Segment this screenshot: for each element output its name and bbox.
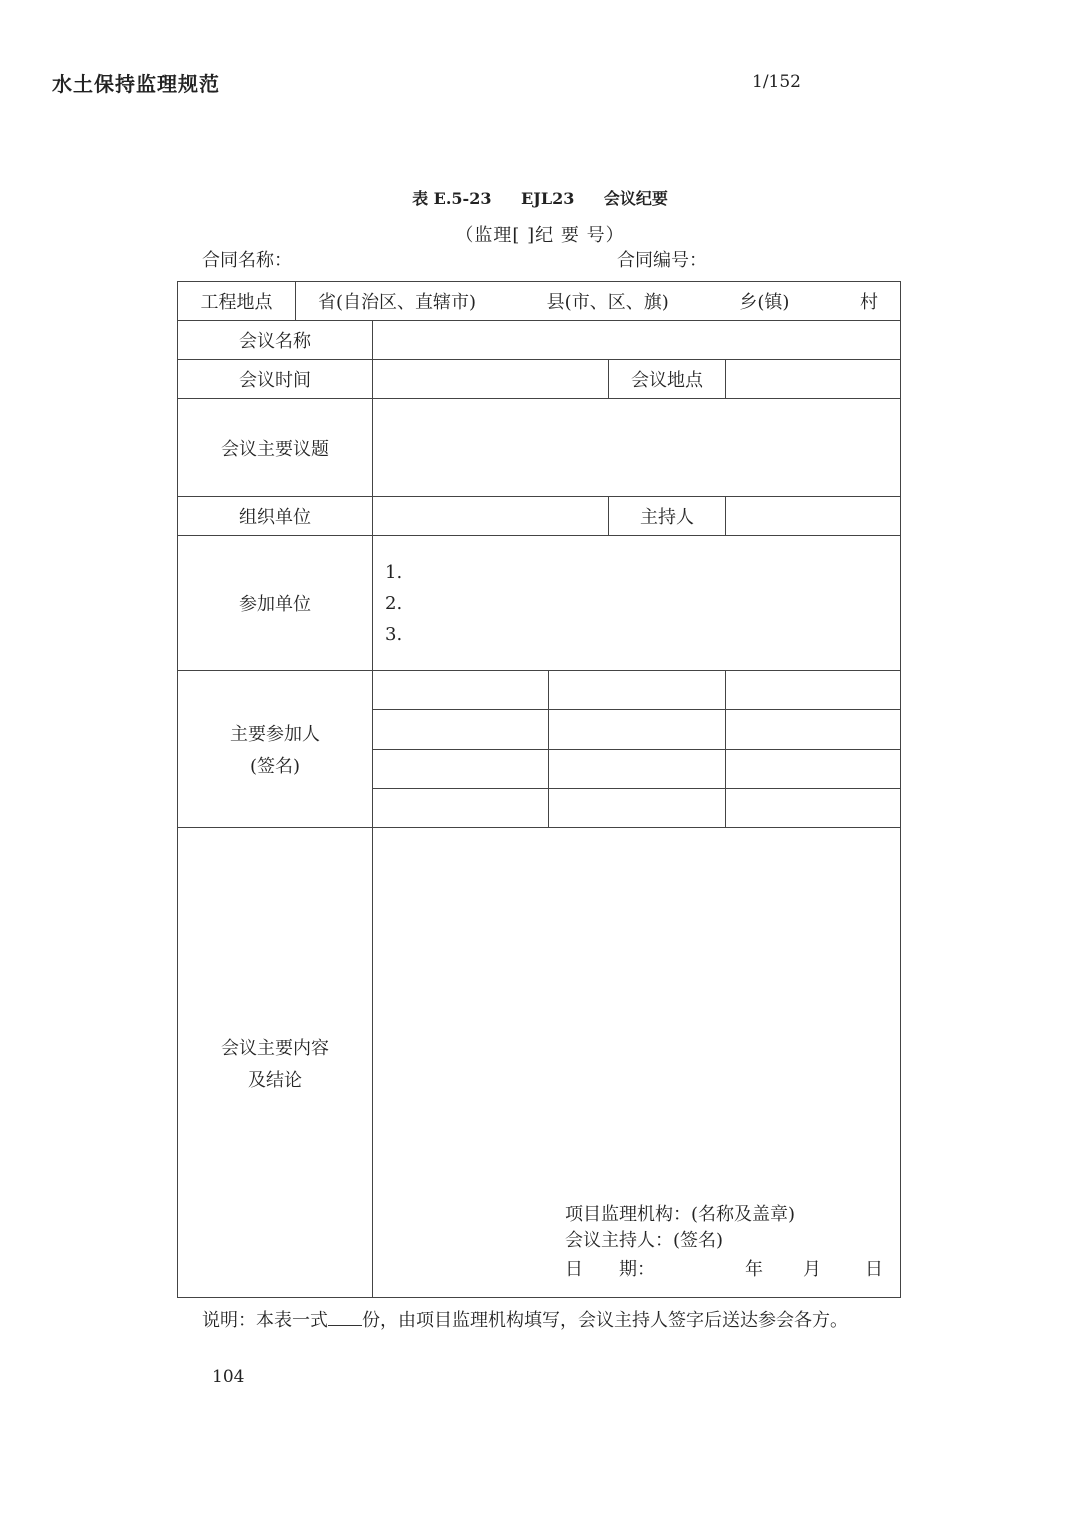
meeting-place-field[interactable] — [726, 360, 901, 399]
meeting-time-field[interactable] — [373, 360, 609, 399]
host-field[interactable] — [726, 497, 901, 536]
date-label: 日 期： — [565, 1259, 655, 1280]
location-village: 村 — [860, 292, 879, 313]
page-count: 1/152 — [752, 72, 801, 92]
table-code: 表 E.5-23 — [412, 189, 492, 208]
note-before: 说明：本表一式 — [202, 1310, 328, 1331]
topics-label: 会议主要议题 — [178, 399, 373, 497]
signature-cell[interactable] — [373, 750, 549, 789]
date-year: 年 — [745, 1259, 763, 1280]
topics-field[interactable] — [373, 399, 901, 497]
meeting-time-label: 会议时间 — [178, 360, 373, 399]
participant-item: 2. — [385, 592, 403, 614]
meeting-time-row — [178, 360, 901, 399]
signature-cell[interactable] — [549, 789, 726, 828]
meeting-host-sign: 会议主持人：(签名) — [565, 1230, 724, 1251]
participant-item: 3. — [385, 623, 403, 645]
organizer-row — [178, 497, 901, 536]
meeting-minutes-form — [177, 281, 901, 1298]
copies-blank[interactable] — [328, 1309, 362, 1326]
signature-cell[interactable] — [373, 789, 549, 828]
meeting-name-label: 会议名称 — [178, 321, 373, 360]
signature-cell[interactable] — [726, 710, 901, 750]
contract-name-label: 合同名称： — [202, 250, 292, 271]
participants-row — [178, 536, 901, 671]
location-county: 县(市、区、旗) — [546, 292, 669, 313]
note-after: 份，由项目监理机构填写，会议主持人签字后送达参会各方。 — [362, 1310, 848, 1331]
form-note — [202, 1306, 848, 1332]
location-row — [178, 282, 901, 321]
location-township: 乡(镇) — [739, 292, 790, 313]
signature-cell[interactable] — [549, 710, 726, 750]
page-number: 104 — [212, 1367, 245, 1387]
content-label — [178, 828, 373, 1298]
attendees-label-line2: (签名) — [249, 756, 301, 777]
signature-cell[interactable] — [373, 671, 549, 710]
meeting-name-field[interactable] — [373, 321, 901, 360]
organizer-field[interactable] — [373, 497, 609, 536]
topics-row — [178, 399, 901, 497]
signature-cell[interactable] — [726, 789, 901, 828]
content-row — [178, 828, 901, 1298]
document-number: （监理[ ]纪 要 号） — [455, 225, 625, 246]
location-cell — [178, 282, 901, 321]
attendees-label — [178, 671, 373, 828]
content-field[interactable] — [373, 828, 901, 1298]
signature-cell[interactable] — [549, 671, 726, 710]
date-day: 日 — [865, 1259, 883, 1280]
date-month: 月 — [803, 1259, 821, 1280]
participants-label: 参加单位 — [178, 536, 373, 671]
supervision-org-sign: 项目监理机构：(名称及盖章) — [565, 1204, 796, 1225]
table-title — [0, 186, 1080, 209]
meeting-place-label: 会议地点 — [609, 360, 726, 399]
attendees-row — [178, 671, 901, 710]
attendees-label-line1: 主要参加人 — [230, 724, 320, 745]
participant-item: 1. — [385, 561, 403, 583]
host-label: 主持人 — [609, 497, 726, 536]
signature-cell[interactable] — [726, 750, 901, 789]
document-title: 水土保持监理规范 — [52, 72, 220, 96]
meeting-name-row — [178, 321, 901, 360]
signature-cell[interactable] — [549, 750, 726, 789]
organizer-label: 组织单位 — [178, 497, 373, 536]
signature-cell[interactable] — [373, 710, 549, 750]
content-label-line2: 及结论 — [248, 1069, 302, 1091]
form-name: 会议纪要 — [603, 189, 668, 208]
signature-cell[interactable] — [726, 671, 901, 710]
location-label: 工程地点 — [178, 282, 296, 320]
location-province: 省(自治区、直辖市) — [318, 292, 477, 313]
content-label-line1: 会议主要内容 — [221, 1037, 329, 1059]
contract-number-label: 合同编号： — [617, 250, 707, 271]
form-id: EJL23 — [521, 189, 575, 208]
participants-field[interactable] — [373, 536, 901, 671]
